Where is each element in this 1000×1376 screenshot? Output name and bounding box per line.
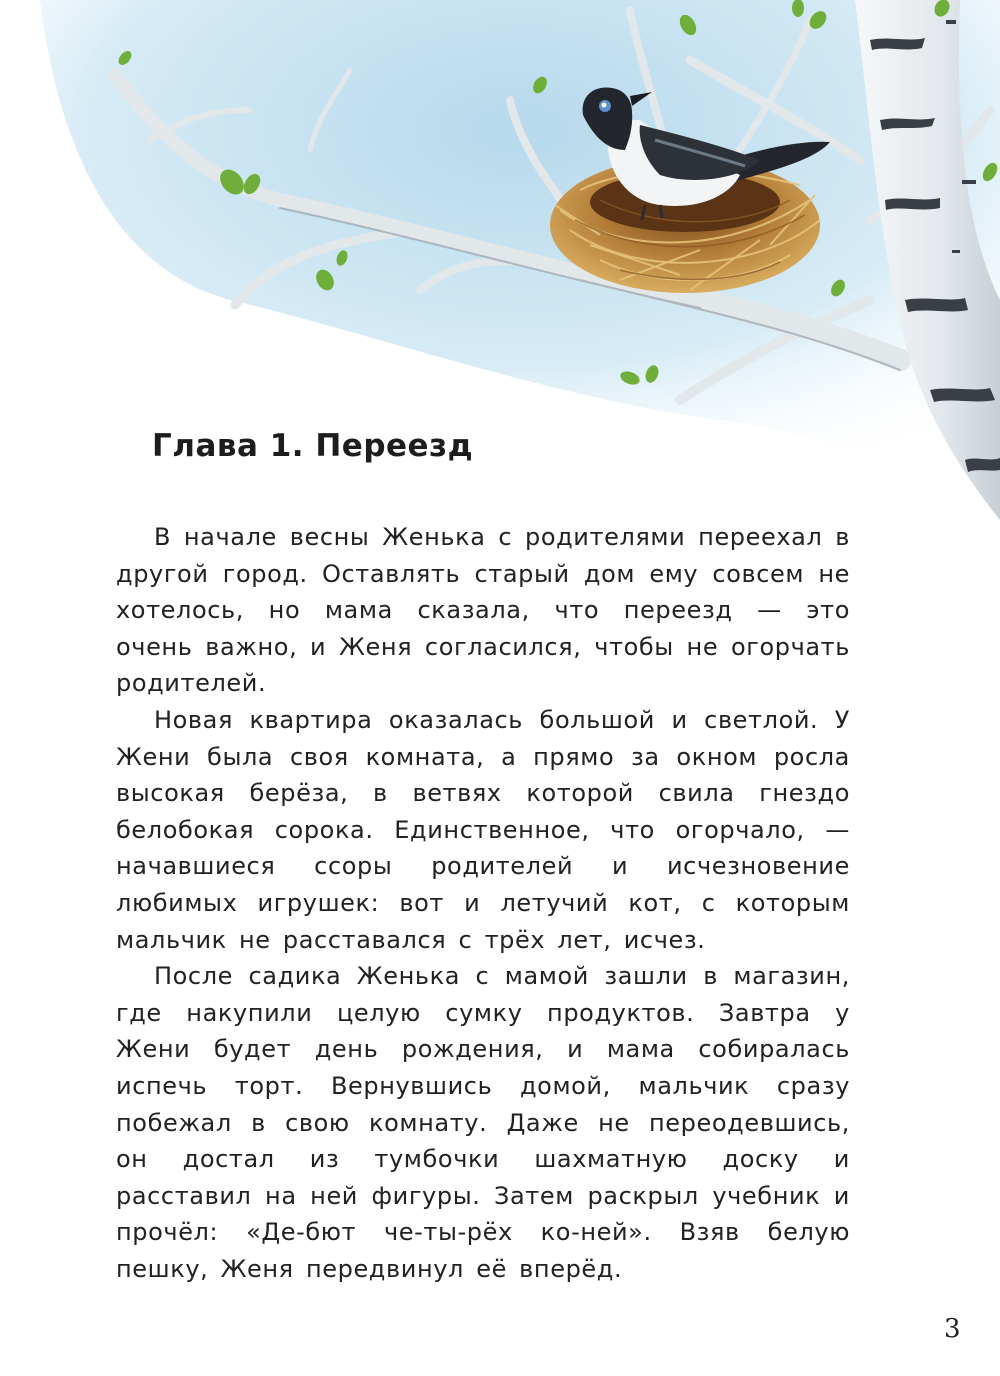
chapter-title: Глава 1. Переезд xyxy=(152,428,474,464)
birch-magpie-illustration xyxy=(0,0,1000,520)
paragraph-3: После садика Женька с мамой зашли в магазин, где накупили целую сумку продуктов. Завтра у Жени будет день рождения, и мама собиралась испечь торт. Вернувшись домой, мальчик сразу побежал в свою комнату. Даже не переодевшись, он достал из тумбочки шахматную доску и расставил на ней фигуры. Затем раскрыл учебник и прочёл: «Де-бют че-ты-рёх ко-ней». Взяв белую пешку, Женя передвинул её вперёд. xyxy=(116,962,850,1283)
page-number: 3 xyxy=(944,1314,961,1344)
paragraph-2: Новая квартира оказалась большой и светлой. У Жени была своя комната, а прямо за окном росла высокая берёза, в ветвях которой свила гнездо белобокая сорока. Единственное, что огорчало, — начавшиеся ссоры родителей и исчезновение любимых игрушек: вот и летучий кот, с которым мальчик не расставался с трёх лет, исчез. xyxy=(116,705,850,954)
paragraph-1: В начале весны Женька с родителями переехал в другой город. Оставлять старый дом ему совсем не хотелось, но мама сказала, что переезд — это очень важно, и Женя согласился, чтобы не огорчать родителей. xyxy=(116,523,850,698)
story-text xyxy=(116,519,850,1287)
